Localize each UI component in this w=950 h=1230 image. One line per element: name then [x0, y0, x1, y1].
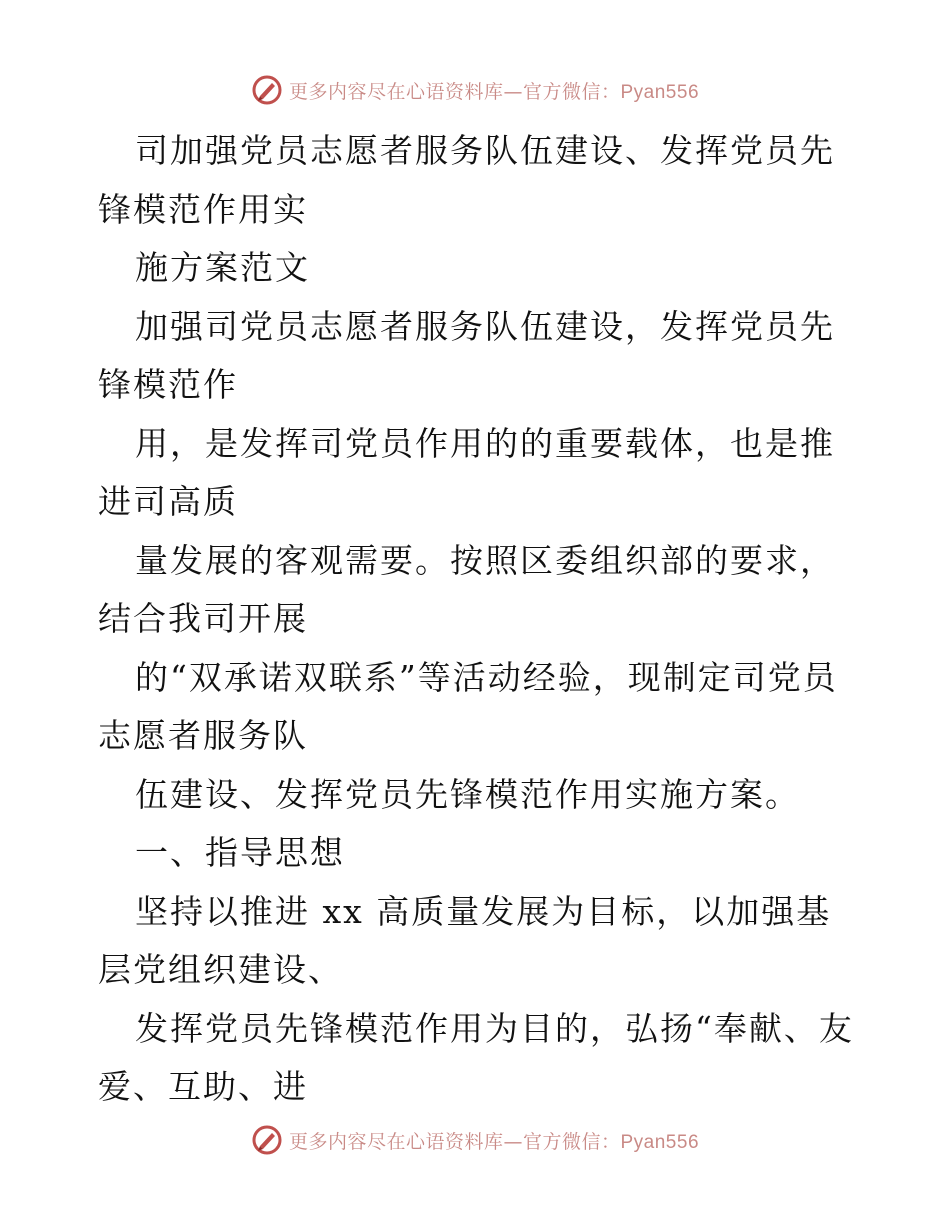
pen-logo-icon: [251, 74, 283, 106]
paragraph: 量发展的客观需要。按照区委组织部的要求，结合我司开展: [98, 540, 835, 638]
watermark-text: [289, 1127, 699, 1154]
footer-watermark: [0, 1120, 950, 1160]
paragraph: 司加强党员志愿者服务队伍建设、发挥党员先锋模范作用实: [98, 131, 835, 229]
watermark-brand: 更多内容尽在心语资料库: [288, 1130, 504, 1153]
paragraph: 的“双承诺双联系”等活动经验，现制定司党员志愿者服务队: [98, 657, 838, 755]
paragraph: 加强司党员志愿者服务队伍建设，发挥党员先锋模范作: [98, 306, 835, 404]
watermark-dash: —: [503, 1130, 523, 1153]
section-heading: 一、指导思想: [135, 833, 345, 872]
header-watermark: [0, 70, 950, 110]
watermark-brand: 更多内容尽在心语资料库: [288, 80, 504, 103]
watermark-dash: —: [503, 80, 523, 103]
paragraph: 用，是发挥司党员作用的的重要载体，也是推进司高质: [98, 423, 835, 521]
paragraph: 发挥党员先锋模范作用为目的，弘扬“奉献、友爱、互助、进: [98, 1008, 854, 1106]
document-body: [98, 122, 858, 1117]
watermark-channel: 官方微信：: [522, 80, 621, 103]
paragraph: 坚持以推进 xx 高质量发展为目标，以加强基层党组织建设、: [98, 891, 832, 989]
watermark-account: Pyan556: [620, 1131, 700, 1153]
watermark-account: Pyan556: [620, 81, 700, 103]
pen-logo-icon: [251, 1124, 283, 1156]
watermark-channel: 官方微信：: [522, 1130, 621, 1153]
paragraph: 施方案范文: [135, 248, 310, 287]
paragraph: 伍建设、发挥党员先锋模范作用实施方案。: [135, 774, 800, 814]
watermark-text: [289, 77, 699, 104]
